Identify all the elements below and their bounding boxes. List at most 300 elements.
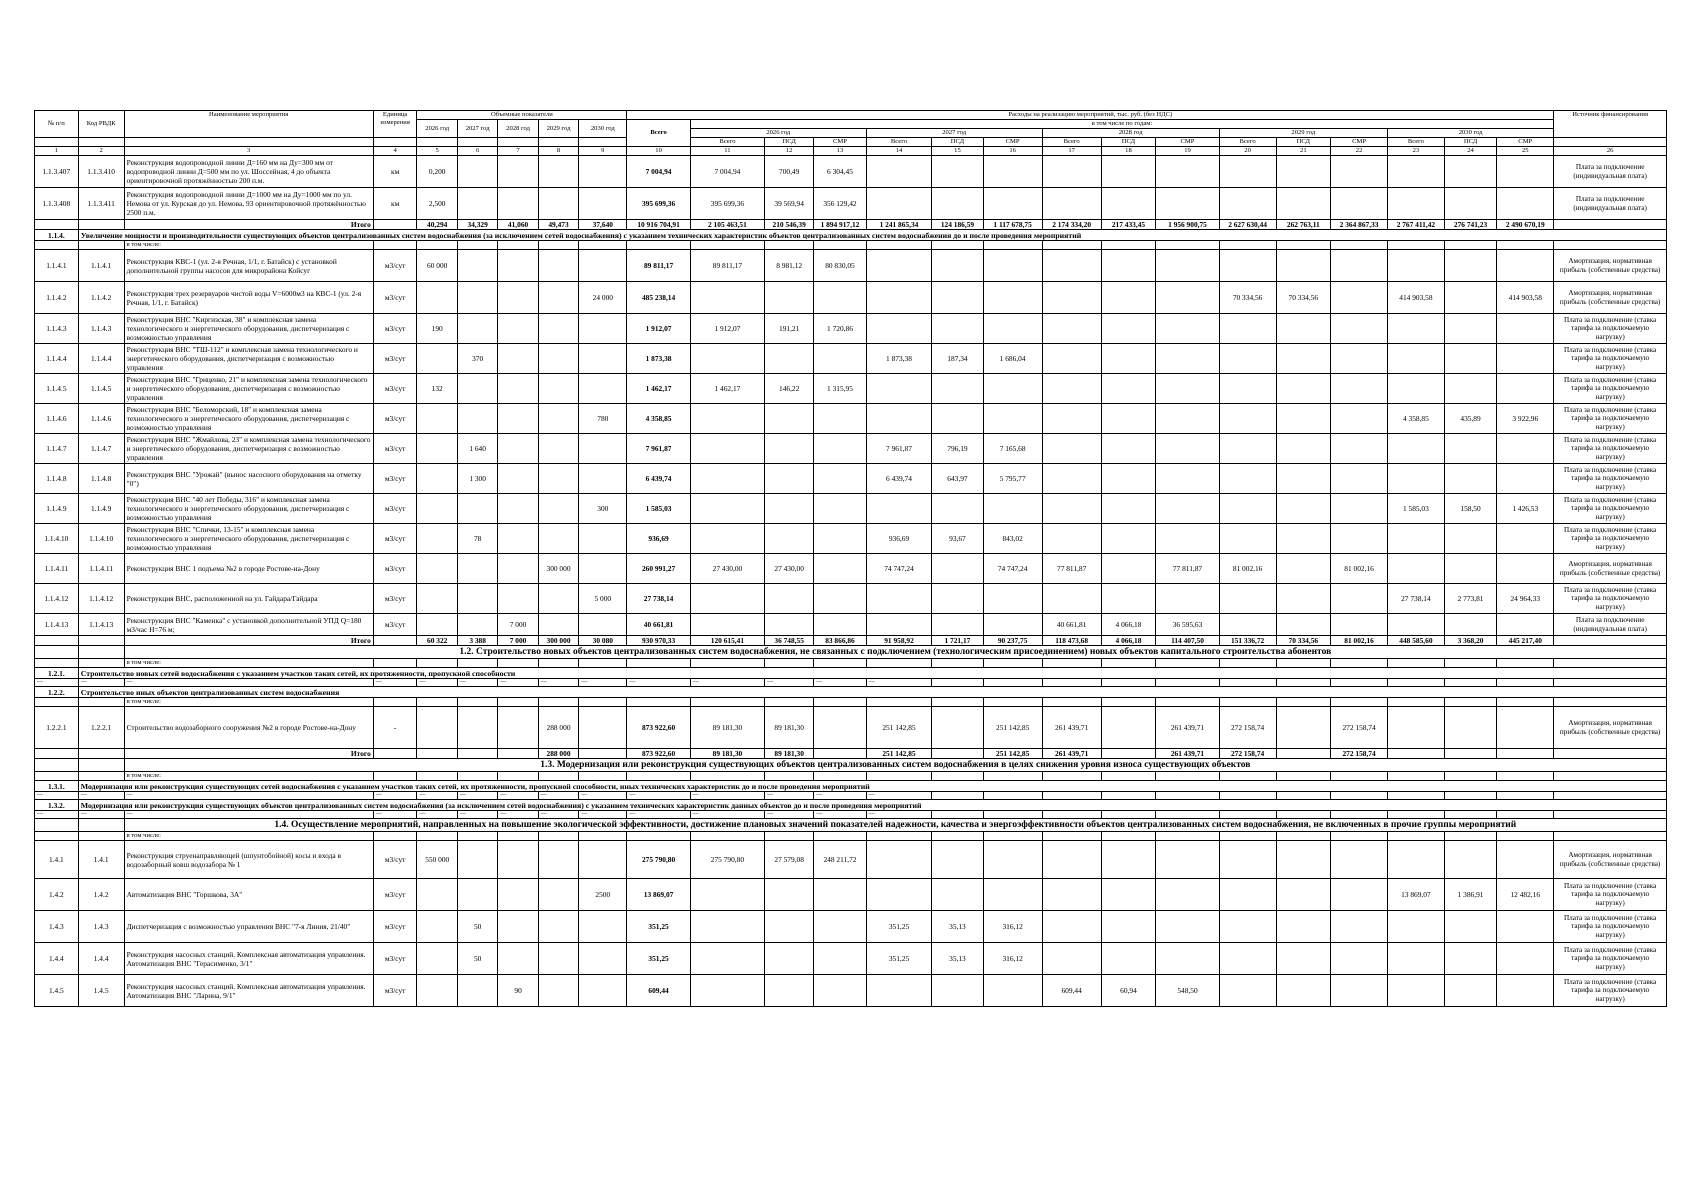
item-cost [1331,434,1388,464]
header-vol-2026: 2026 год [417,120,457,138]
item-volume [417,584,457,614]
empty-cell: — [866,792,932,800]
table-cell [765,832,814,841]
table-cell [1276,792,1331,800]
item-cost [1101,282,1156,314]
empty-cell: — [690,679,764,687]
item-cost [983,841,1042,879]
empty-cell: — [124,811,373,819]
item-cost: 272 158,74 [1331,707,1388,749]
table-cell [78,772,124,781]
total-cost: 272 158,74 [1219,749,1276,759]
table-cell [78,636,124,646]
item-volume [538,584,578,614]
item-cost [690,282,764,314]
table-cell [866,698,932,707]
item-volume [457,314,497,344]
item-cost: 356 129,42 [814,188,866,220]
item-cost [1276,707,1331,749]
item-number: 1.1.4.6 [35,404,79,434]
item-cost [1497,188,1554,220]
item-cost: 39 569,94 [765,188,814,220]
header-sub-smr: СМР [1497,138,1554,147]
item-cost [1219,188,1276,220]
intro-row [35,832,1667,841]
total-volume [457,749,497,759]
item-cost: 251 142,85 [866,707,932,749]
item-source: Плата за подключение (ставка тарифа за подключаемую нагрузку) [1554,494,1667,524]
item-unit: км [373,156,417,188]
table-cell [417,241,457,250]
header-blank [538,138,578,147]
table-cell [983,241,1042,250]
item-cost: 6 304,45 [814,156,866,188]
header-name: Наименование мероприятия [124,111,373,138]
table-cell [932,772,983,781]
item-source: Плата за подключение (ставка тарифа за подключаемую нагрузку) [1554,911,1667,943]
column-number: 2 [78,147,124,156]
item-code: 1.1.4.8 [78,464,124,494]
item-cost [690,584,764,614]
item-cost: 80 830,05 [814,250,866,282]
item-volume [457,374,497,404]
empty-cell: — [498,811,538,819]
table-row [35,314,1667,344]
item-volume [538,188,578,220]
item-volume [538,434,578,464]
item-code: 1.1.4.10 [78,524,124,554]
item-volume: 7 000 [498,614,538,636]
table-cell [1101,832,1156,841]
total-cost: 448 585,60 [1387,636,1444,646]
header-vol-2028: 2028 год [498,120,538,138]
item-cost: 81 002,16 [1331,554,1388,584]
item-volume [457,250,497,282]
column-number: 13 [814,147,866,156]
table-row [35,250,1667,282]
item-cost: 272 158,74 [1219,707,1276,749]
item-volume [538,879,578,911]
item-cost [814,554,866,584]
column-number: 6 [457,147,497,156]
item-source: Плата за подключение (индивидуальная плата) [1554,188,1667,220]
table-cell [1042,659,1101,668]
item-cost [866,156,932,188]
item-cost [1276,554,1331,584]
table-cell [1219,772,1276,781]
total-volume: 300 000 [538,636,578,646]
table-row [35,879,1667,911]
table-cell [1042,811,1101,819]
table-cell [1444,832,1496,841]
item-total: 27 738,14 [627,584,690,614]
item-source: Плата за подключение (ставка тарифа за подключаемую нагрузку) [1554,879,1667,911]
item-cost [1331,156,1388,188]
item-cost: 24 964,33 [1497,584,1554,614]
column-number: 7 [498,147,538,156]
item-cost [1497,524,1554,554]
table-cell [1219,698,1276,707]
item-cost [1156,494,1219,524]
table-cell [417,698,457,707]
table-cell [373,772,417,781]
item-cost [1444,841,1496,879]
item-cost [866,374,932,404]
header-sub-smr: СМР [1331,138,1388,147]
item-cost: 395 699,36 [690,188,764,220]
item-cost: 40 661,81 [1042,614,1101,636]
item-name: Реконструкция ВНС "Киргизская, 38" и комплексная замена технологического и энергетического оборудования, диспетчеризация с возможностью управления [124,314,373,344]
table-row [35,584,1667,614]
item-cost [1156,464,1219,494]
item-cost: 414 903,58 [1387,282,1444,314]
item-cost [1331,250,1388,282]
item-cost: 7 961,87 [866,434,932,464]
header-sub-smr: СМР [1156,138,1219,147]
item-cost [1219,344,1276,374]
table-cell [457,241,497,250]
table-cell [498,659,538,668]
item-source: Плата за подключение (ставка тарифа за подключаемую нагрузку) [1554,404,1667,434]
table-cell [932,832,983,841]
table-cell [1219,792,1276,800]
item-cost: 248 211,72 [814,841,866,879]
total-cost: 83 866,86 [814,636,866,646]
table-cell [932,792,983,800]
item-cost [1387,344,1444,374]
item-cost [1276,841,1331,879]
total-cost [1387,749,1444,759]
item-cost [932,879,983,911]
table-cell [983,679,1042,687]
item-unit: - [373,707,417,749]
item-total: 7 961,87 [627,434,690,464]
table-cell [78,819,124,832]
item-volume [417,554,457,584]
header-blank [35,138,79,147]
item-cost [1387,524,1444,554]
item-cost [1042,841,1101,879]
item-cost [1497,707,1554,749]
item-cost [983,404,1042,434]
item-cost [690,614,764,636]
empty-cell: — [579,811,627,819]
item-volume [538,282,578,314]
item-cost: 351,25 [866,943,932,975]
item-cost [765,975,814,1007]
intro-label: в том числе: [124,772,373,781]
table-cell [1101,659,1156,668]
item-cost [814,911,866,943]
item-code: 1.1.4.12 [78,584,124,614]
item-cost [814,524,866,554]
item-cost [814,975,866,1007]
intro-label: в том числе: [124,832,373,841]
table-cell [1497,679,1554,687]
table-cell [1042,241,1101,250]
item-cost [932,494,983,524]
item-cost: 643,97 [932,464,983,494]
item-cost [1387,841,1444,879]
table-row [35,156,1667,188]
item-volume [538,250,578,282]
table-cell [538,832,578,841]
item-volume [579,156,627,188]
item-source: Плата за подключение (ставка тарифа за подключаемую нагрузку) [1554,434,1667,464]
header-npp: № п/п [35,111,79,138]
item-cost [866,584,932,614]
item-volume [498,841,538,879]
item-cost: 7 004,94 [690,156,764,188]
item-cost [1331,841,1388,879]
header-blank [373,138,417,147]
empty-cell: — [35,792,79,800]
item-cost [765,494,814,524]
table-cell [1219,659,1276,668]
table-cell [1497,811,1554,819]
table-cell [1276,772,1331,781]
item-cost [1497,250,1554,282]
table-cell [1331,698,1388,707]
table-cell [1042,792,1101,800]
item-cost [1444,614,1496,636]
item-cost [1156,879,1219,911]
header-blank [498,138,538,147]
table-cell [78,241,124,250]
table-cell [417,659,457,668]
item-cost [866,841,932,879]
item-code: 1.1.4.1 [78,250,124,282]
header-incl-years: в том числе по годам: [690,120,1554,129]
item-cost [983,584,1042,614]
item-cost [814,494,866,524]
group-row [35,687,1667,698]
item-volume [417,282,457,314]
table-row [35,344,1667,374]
total-cost: 2 627 630,44 [1219,220,1276,230]
item-cost: 1 462,17 [690,374,764,404]
empty-cell: — [765,792,814,800]
item-cost [1101,434,1156,464]
group-title: Увеличение мощности и производительности существующих объектов централизованных систем водоснабжения (за исключением сетей водоснабжения) с указанием технических характеристик объектов централизованных систем водоснабжения до и после проведения мероприятий [78,230,1666,241]
total-row [35,636,1667,646]
item-cost [932,314,983,344]
item-cost: 81 002,16 [1219,554,1276,584]
item-volume: 2,500 [417,188,457,220]
item-cost [1101,707,1156,749]
item-volume: 50 [457,911,497,943]
item-source: Амортизация, нормативная прибыль (собственные средства) [1554,250,1667,282]
table-cell [1331,832,1388,841]
item-cost [1444,943,1496,975]
item-total: 1 912,07 [627,314,690,344]
item-name: Реконструкция струенаправляющей (шпунтобойной) косы и входа в водозаборный ковш водозабора № 1 [124,841,373,879]
item-source: Плата за подключение (ставка тарифа за подключаемую нагрузку) [1554,943,1667,975]
item-volume: 60 000 [417,250,457,282]
total-cost [814,749,866,759]
item-volume: 90 [498,975,538,1007]
table-cell [1554,832,1667,841]
item-cost: 36 595,63 [1156,614,1219,636]
column-number: 21 [1276,147,1331,156]
item-cost [932,584,983,614]
item-cost [866,250,932,282]
item-cost: 1 686,04 [983,344,1042,374]
table-cell [690,832,764,841]
intro-label: в том числе: [124,241,373,250]
table-cell [765,241,814,250]
item-cost [1042,344,1101,374]
item-volume [538,524,578,554]
empty-cell: — [579,792,627,800]
item-volume [538,156,578,188]
table-cell [627,241,690,250]
item-volume [579,943,627,975]
item-volume [457,975,497,1007]
header-cost-2028: 2028 год [1042,129,1219,138]
total-row [35,749,1667,759]
header-cost-2027: 2027 год [866,129,1042,138]
item-cost [1042,374,1101,404]
item-volume [538,374,578,404]
item-cost [1331,464,1388,494]
item-source: Плата за подключение (ставка тарифа за подключаемую нагрузку) [1554,464,1667,494]
item-cost: 609,44 [1042,975,1101,1007]
item-source: Плата за подключение (ставка тарифа за подключаемую нагрузку) [1554,344,1667,374]
table-cell [1444,241,1496,250]
item-cost [1101,404,1156,434]
total-cost: 89 181,30 [690,749,764,759]
item-code: 1.4.3 [78,911,124,943]
item-cost: 187,34 [932,344,983,374]
item-cost [690,975,764,1007]
empty-cell: — [373,811,417,819]
item-cost [1331,494,1388,524]
table-cell [1276,679,1331,687]
item-cost: 796,19 [932,434,983,464]
header-cost-2030: 2030 год [1387,129,1553,138]
table-cell [1387,659,1444,668]
table-cell [457,659,497,668]
total-volume: 49,473 [538,220,578,230]
total-volume [579,749,627,759]
table-cell [1497,241,1554,250]
item-cost [1276,434,1331,464]
empty-cell: — [814,679,866,687]
item-cost [765,943,814,975]
item-cost [1497,911,1554,943]
item-volume: 5 000 [579,584,627,614]
item-total: 1 873,38 [627,344,690,374]
item-cost [1219,911,1276,943]
table-cell [932,811,983,819]
item-cost [1219,879,1276,911]
item-cost: 191,21 [765,314,814,344]
table-cell [814,772,866,781]
item-cost: 936,69 [866,524,932,554]
header-unit: Единица измерения [373,111,417,138]
item-number: 1.1.4.13 [35,614,79,636]
item-cost [1219,943,1276,975]
table-row [35,707,1667,749]
table-cell [814,659,866,668]
item-cost [1497,344,1554,374]
table-cell [1276,832,1331,841]
item-cost [1101,554,1156,584]
item-source: Амортизация, нормативная прибыль (собственные средства) [1554,841,1667,879]
item-cost [1276,464,1331,494]
item-volume [579,554,627,584]
item-code: 1.1.3.411 [78,188,124,220]
item-cost [932,554,983,584]
total-cost: 251 142,85 [983,749,1042,759]
empty-cell: — [78,811,124,819]
item-cost [1276,614,1331,636]
item-cost [1444,374,1496,404]
item-name: Реконструкция ВНС "ТШ-112" и комплексная замена технологического и энергетического оборудования, диспетчеризация с возможностью управления [124,344,373,374]
header-blank [457,138,497,147]
empty-cell: — [627,792,690,800]
group-title: Модернизация или реконструкция существующих сетей водоснабжения с указанием участков таких сетей, их протяженности, пропускной способности, иных технических характеристик до и после проведения мероприятий [78,781,1666,792]
item-cost: 89 181,30 [765,707,814,749]
table-cell [417,832,457,841]
empty-cell: — [765,679,814,687]
item-cost [1276,911,1331,943]
item-cost: 2 773,81 [1444,584,1496,614]
table-cell [1156,698,1219,707]
column-number: 18 [1101,147,1156,156]
item-volume: 50 [457,943,497,975]
header-sub-psd: ПСД [1276,138,1331,147]
item-cost: 89 811,17 [690,250,764,282]
item-cost [1042,282,1101,314]
item-volume [417,707,457,749]
item-volume [457,494,497,524]
item-cost [1497,374,1554,404]
table-cell [983,792,1042,800]
item-number: 1.1.4.11 [35,554,79,584]
item-cost [983,250,1042,282]
header-volume: Объемные показатели [417,111,627,120]
item-volume [498,156,538,188]
item-total: 89 811,17 [627,250,690,282]
table-cell [1331,811,1388,819]
item-cost [983,975,1042,1007]
item-cost [1101,464,1156,494]
item-cost: 60,94 [1101,975,1156,1007]
table-cell [498,772,538,781]
table-cell [627,832,690,841]
item-number: 1.4.1 [35,841,79,879]
item-cost [1156,156,1219,188]
table-cell [1219,832,1276,841]
column-number: 23 [1387,147,1444,156]
table-cell [1156,772,1219,781]
table-row [35,374,1667,404]
item-cost [1156,841,1219,879]
total-cost: 262 763,11 [1276,220,1331,230]
total-cost: 1 117 678,75 [983,220,1042,230]
item-cost [1101,911,1156,943]
item-cost [1219,464,1276,494]
table-cell [498,241,538,250]
item-source: Плата за подключение (ставка тарифа за подключаемую нагрузку) [1554,524,1667,554]
header-sub-psd: ПСД [1444,138,1496,147]
item-cost [1444,554,1496,584]
header-sub-total: Всего [690,138,764,147]
item-unit: м3/сут [373,554,417,584]
item-cost [765,344,814,374]
